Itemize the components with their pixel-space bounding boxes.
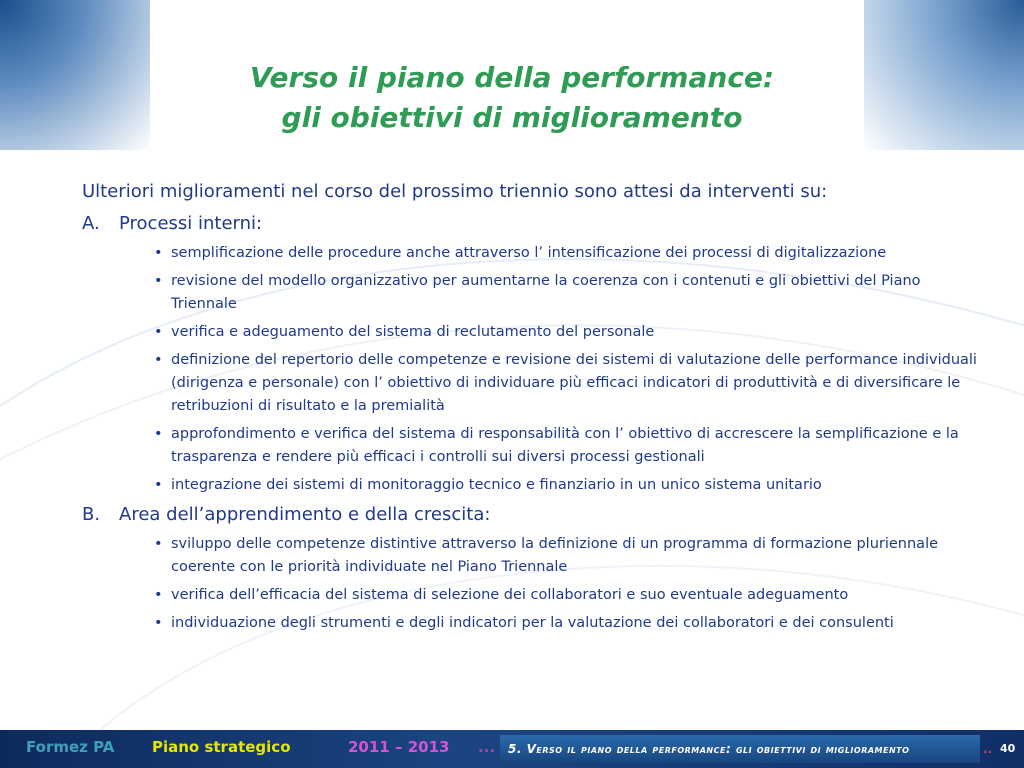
list-item: • revisione del modello organizzativo per aumentarne la coerenza con i contenuti e gli obiettivi del Piano Triennale [154,270,982,316]
list-item: • integrazione dei sistemi di monitoraggio tecnico e finanziario in un unico sistema unitario [154,474,982,497]
slide-title-line-2: gli obiettivi di miglioramento [281,101,743,134]
slide-body [82,180,982,641]
list-item: • verifica dell’efficacia del sistema di selezione dei collaboratori e suo eventuale adeguamento [154,584,982,607]
section-a-title: Processi interni: [119,213,263,234]
list-item: • approfondimento e verifica del sistema di responsabilità con l’ obiettivo di accrescere la semplificazione e la trasparenza e rendere più efficaci i controlli sui diversi processi gestionali [154,423,982,469]
intro-paragraph: Ulteriori miglioramenti nel corso del prossimo triennio sono attesi da interventi su: [82,181,828,202]
list-item: • individuazione degli strumenti e degli indicatori per la valutazione dei collaboratori e dei consulenti [154,612,982,635]
list-item: • definizione del repertorio delle competenze e revisione dei sistemi di valutazione delle performance individuali (dirigenza e personale) con l’ obiettivo di individuare più efficaci indicatori di produttività e di diversificare le retribuzioni di risultato e la premialità [154,349,982,418]
section-b-title: Area dell’apprendimento e della crescita: [119,504,491,525]
slide-title-line-1: Verso il piano della performance: [249,61,775,94]
footer-dots-right: .. [983,742,993,756]
list-item: • verifica e adeguamento del sistema di reclutamento del personale [154,321,982,344]
section-b-list [82,533,982,635]
page-number: 40 [1000,742,1016,755]
footer-plan: Piano strategico [152,738,291,756]
slide-title [0,58,1024,138]
list-item: • semplificazione delle procedure anche attraverso l’ intensificazione dei processi di digitalizzazione [154,242,982,265]
footer-years: 2011 – 2013 [348,738,450,756]
footer-section-title: 5. Verso il piano della performance: gli obiettivi di miglioramento [500,735,980,763]
section-a-letter: A. [82,213,100,234]
footer-dots-left: ... [478,738,496,756]
list-item: • sviluppo delle competenze distintive attraverso la definizione di un programma di formazione pluriennale coerente con le priorità individuate nel Piano Triennale [154,533,982,579]
footer-bar [0,730,1024,768]
section-a-heading [82,212,982,236]
footer-org: Formez PA [26,738,115,756]
section-a-list [82,242,982,497]
section-b-letter: B. [82,504,101,525]
section-b-heading [82,503,982,527]
